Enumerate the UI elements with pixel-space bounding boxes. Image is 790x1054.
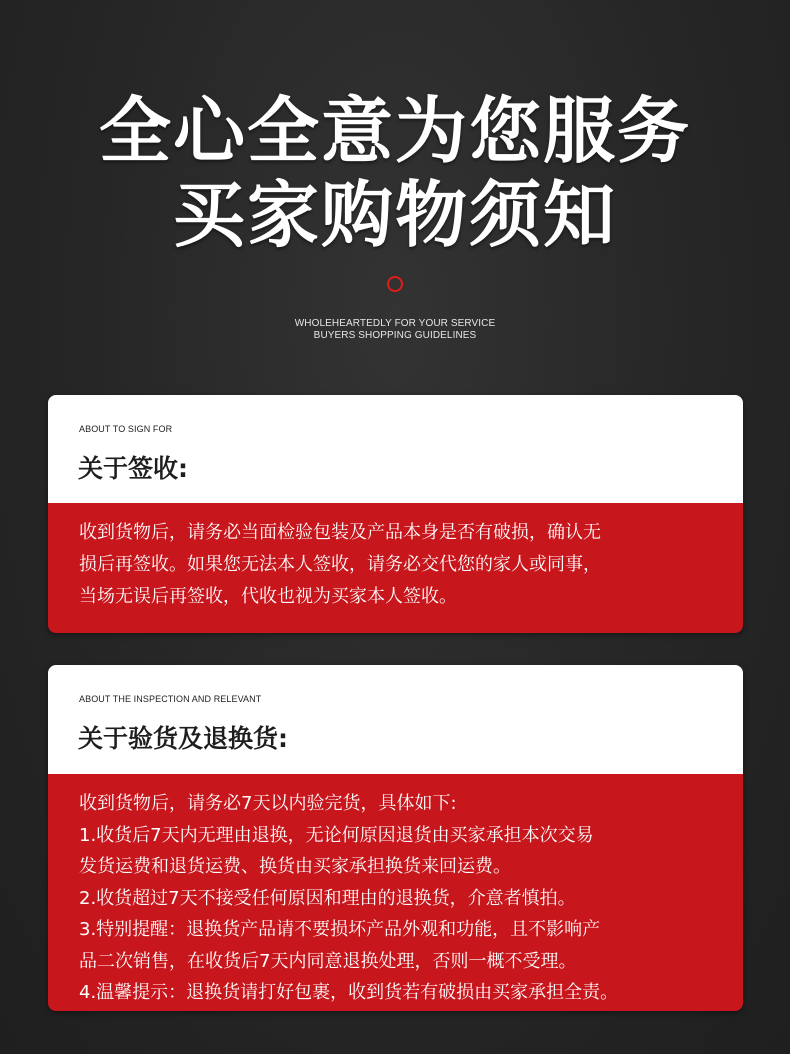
card-header [48, 665, 743, 774]
card-text-line: 1.收货后7天内无理由退换，无论何原因退货由买家承担本次交易 [79, 824, 594, 846]
card-header [48, 395, 743, 503]
main-title-line2: 买家购物须知 [172, 173, 617, 257]
card-text-line: 品二次销售，在收货后7天内同意退换处理，否则一概不受理。 [79, 950, 577, 972]
card-text-line: 收到货物后，请务必当面检验包装及产品本身是否有破损，确认无 [79, 522, 601, 543]
card-title: 关于验货及退换货: [78, 724, 288, 753]
sign-for-card [48, 395, 743, 633]
card-text-line: 当场无误后再签收，代收也视为买家本人签收。 [79, 586, 457, 607]
card-text-line: 发货运费和退货运费、换货由买家承担换货来回运费。 [79, 856, 511, 877]
card-en-label: ABOUT TO SIGN FOR [79, 424, 173, 434]
card-text-line: 收到货物后，请务必7天以内验完货，具体如下: [79, 793, 457, 814]
card-title: 关于签收: [78, 454, 188, 483]
subtitle-line1: WHOLEHEARTEDLY FOR YOUR SERVICE [294, 318, 496, 329]
inspection-card [48, 665, 743, 1011]
card-body [48, 774, 743, 1011]
main-title-line1: 全心全意为您服务 [98, 89, 691, 173]
card-body [48, 503, 743, 633]
card-text-line: 3.特别提醒：退换货产品请不要损坏产品外观和功能，且不影响产 [79, 919, 601, 940]
card-text-line: 4.温馨提示：退换货请打好包裹，收到货若有破损由买家承担全责。 [79, 982, 619, 1003]
circle-icon [387, 276, 403, 292]
subtitle-line2: BUYERS SHOPPING GUIDELINES [313, 330, 477, 341]
card-text-line: 损后再签收。如果您无法本人签收，请务必交代您的家人或同事， [79, 554, 601, 575]
card-en-label: ABOUT THE INSPECTION AND RELEVANT [79, 694, 262, 704]
card-text-line: 2.收货超过7天不接受任何原因和理由的退换货，介意者慎拍。 [79, 887, 576, 909]
